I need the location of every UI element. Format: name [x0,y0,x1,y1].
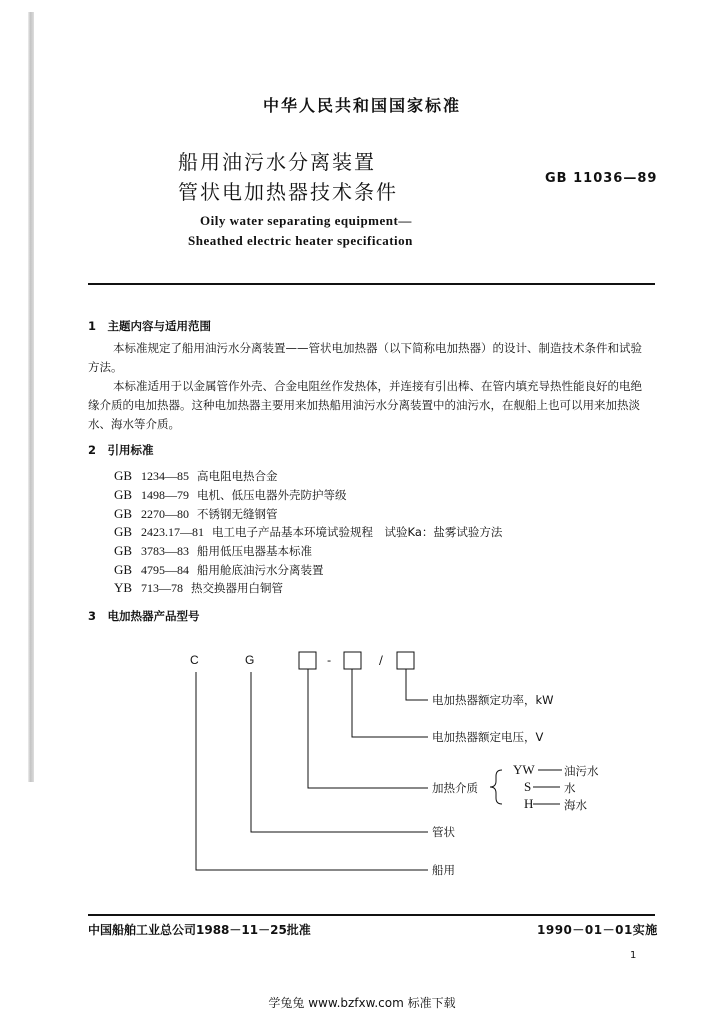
english-title-line2: Sheathed electric heater specification [188,233,413,248]
reference-number: 2423.17—81 [141,525,204,539]
document-title-line2: 管状电加热器技术条件 [178,180,398,204]
leader-medium [308,669,428,788]
leader-tube [251,672,428,832]
label-heating-medium: 加热介质 [432,781,478,795]
medium-option-name: 油污水 [564,764,599,778]
medium-option-code: YW [513,762,535,777]
standard-code: GB 11036—89 [545,171,658,186]
reference-code: GB [114,562,133,577]
section2-heading: 2 引用标准 [88,443,154,457]
reference-title: 不锈钢无缝钢管 [197,507,278,521]
code-letter-g: G [245,653,255,667]
code-box-power [397,652,414,669]
reference-number: 1234—85 [141,469,189,483]
label-tube-type: 管状 [432,825,455,839]
reference-title: 电机、低压电器外壳防护等级 [197,488,347,502]
medium-option-name: 水 [564,781,576,795]
reference-title: 船用低压电器基本标准 [197,544,312,558]
effective-date-text: 1990－01－01实施 [537,923,658,937]
section1-paragraph2: 本标准适用于以金属管作外壳、合金电阻丝作发热体，并连接有引出棒、在管内填充导热性能良好的电绝缘介质的电加热器。这种电加热器主要用来加热船用油污水分离装置中的油污水，在舰船上也可以用来加热淡水、海水等介质。 [88,379,642,431]
reference-code: YB [114,580,133,595]
leader-power [406,669,428,700]
reference-title: 热交换器用白铜管 [191,581,283,595]
reference-number: 4795—84 [141,563,189,577]
watermark-text: 学兔兔 www.bzfxw.com 标准下载 [268,996,456,1010]
leader-voltage [352,669,428,737]
reference-title: 电工电子产品基本环境试验规程 试验Ka：盐雾试验方法 [212,525,503,539]
code-box-voltage [344,652,361,669]
reference-code: GB [114,543,133,558]
section1-heading: 1 主题内容与适用范围 [88,319,212,333]
label-rated-power: 电加热器额定功率，kW [432,693,554,707]
code-separator-slash: / [379,653,383,667]
reference-number: 2270—80 [141,507,189,521]
medium-brace [490,770,502,804]
english-title-line1: Oily water separating equipment— [200,213,412,228]
reference-number: 713—78 [141,581,183,595]
footer-divider [88,914,655,916]
section1-paragraph1: 本标准规定了船用油污水分离装置——管状电加热器（以下简称电加热器）的设计、制造技术条件和试验方法。 [88,341,642,374]
reference-title: 船用舱底油污水分离装置 [197,563,324,577]
standard-type-heading: 中华人民共和国国家标准 [262,96,461,115]
reference-number: 1498—79 [141,488,189,502]
reference-code: GB [114,506,133,521]
label-rated-voltage: 电加热器额定电压，V [432,730,544,744]
label-marine-use: 船用 [432,863,455,877]
code-letter-c: C [190,653,199,667]
leader-marine [196,672,428,870]
reference-code: GB [114,468,133,483]
approval-text: 中国船舶工业总公司1988－11－25批准 [88,923,311,937]
reference-title: 高电阻电热合金 [197,469,278,483]
reference-code: GB [114,487,133,502]
document-title-line1: 船用油污水分离装置 [178,150,376,174]
medium-option-code: S [524,779,532,794]
medium-option-code: H [524,796,534,811]
medium-option-name: 海水 [564,798,587,812]
section3-heading: 3 电加热器产品型号 [88,609,200,623]
page-number: 1 [630,950,637,961]
code-separator-dash: - [327,653,332,667]
reference-code: GB [114,524,133,539]
reference-number: 3783—83 [141,544,189,558]
code-box-medium [299,652,316,669]
